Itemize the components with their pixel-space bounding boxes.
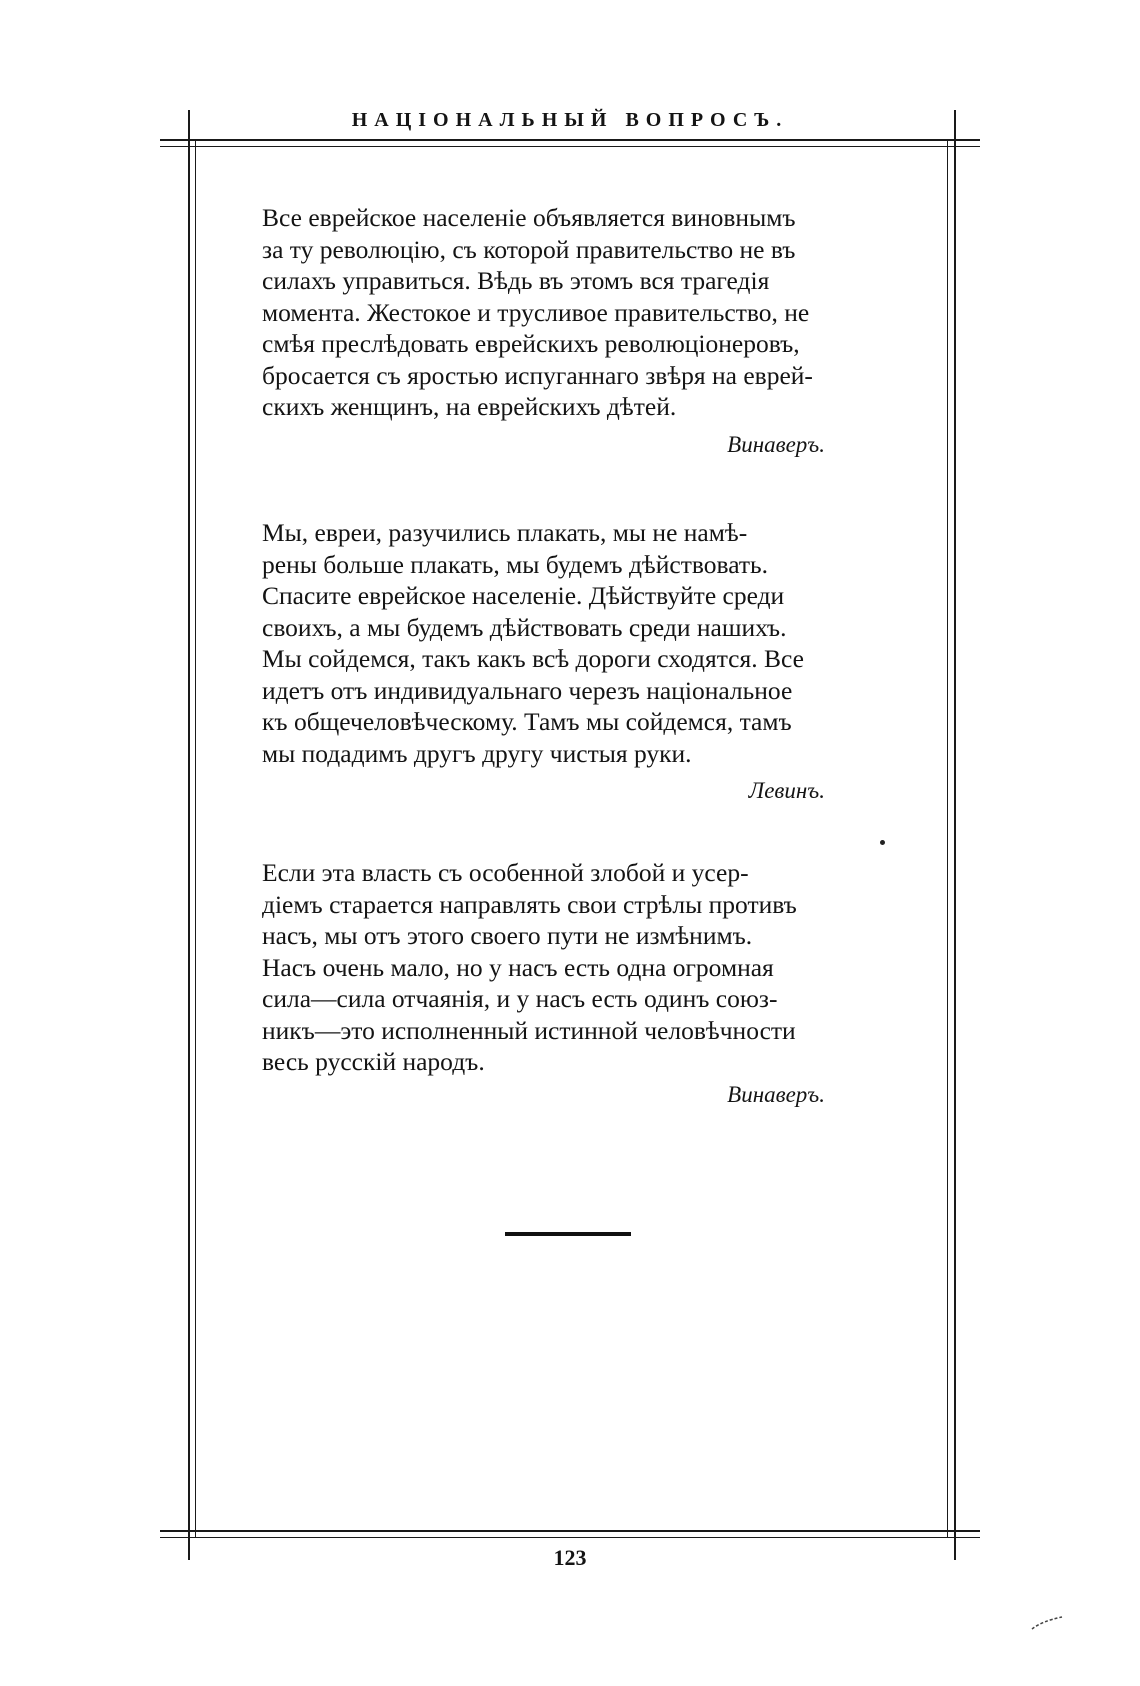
- frame-top-rule-inner: [160, 146, 980, 147]
- quote-1-text: Все еврейское населеніе объявляется виновнымъ за ту революцію, съ которой правительство не въ силахъ управиться. Вѣдь въ этомъ вся трагедія момента. Жестокое и трусливое правительство, не смѣя преслѣдовать еврейскихъ революціонеровъ, бросается съ яростью испуганнаго звѣря на еврей- скихъ женщинъ, на еврейскихъ дѣтей.: [262, 203, 813, 421]
- frame-bottom-rule-inner: [160, 1537, 980, 1538]
- frame-left-line-inner: [195, 139, 196, 1538]
- quote-1-author: Винаверъ.: [727, 432, 825, 457]
- frame-left-line-outer: [188, 110, 190, 1560]
- frame-top-rule: [160, 139, 980, 141]
- page-number: 123: [553, 1545, 587, 1570]
- scan-mark-icon: [1030, 1615, 1064, 1631]
- quote-3-text: Если эта власть съ особенной злобой и усер- діемъ старается направлять свои стрѣлы противъ насъ, мы отъ этого своего пути не измѣнимъ. Насъ очень мало, но у насъ есть одна огромная сила—сила отчаянія, и у насъ есть одинъ союз- никъ—это исполненный истинной человѣчности весь русскій народъ.: [262, 858, 797, 1076]
- quote-2-author: Левинъ.: [748, 778, 825, 803]
- quote-3-author: Винаверъ.: [727, 1082, 825, 1107]
- page-header-title: НАЦІОНАЛЬНЫЙ ВОПРОСЪ.: [351, 109, 789, 131]
- frame-right-line-outer: [954, 110, 956, 1560]
- print-speck: [880, 840, 885, 845]
- frame-right-line-inner: [947, 139, 948, 1538]
- frame-bottom-rule: [160, 1530, 980, 1532]
- section-end-rule: [505, 1232, 631, 1236]
- quote-2-text: Мы, евреи, разучились плакать, мы не намѣ- рены больше плакать, мы будемъ дѣйствовать. Спасите еврейское населеніе. Дѣйствуйте среди своихъ, а мы будемъ дѣйствовать среди нашихъ. Мы сойдемся, такъ какъ всѣ дороги сходятся. Все идетъ отъ индивидуальнаго черезъ національное къ общечеловѣческому. Тамъ мы сойдемся, тамъ мы подадимъ другъ другу чистыя руки.: [262, 518, 804, 768]
